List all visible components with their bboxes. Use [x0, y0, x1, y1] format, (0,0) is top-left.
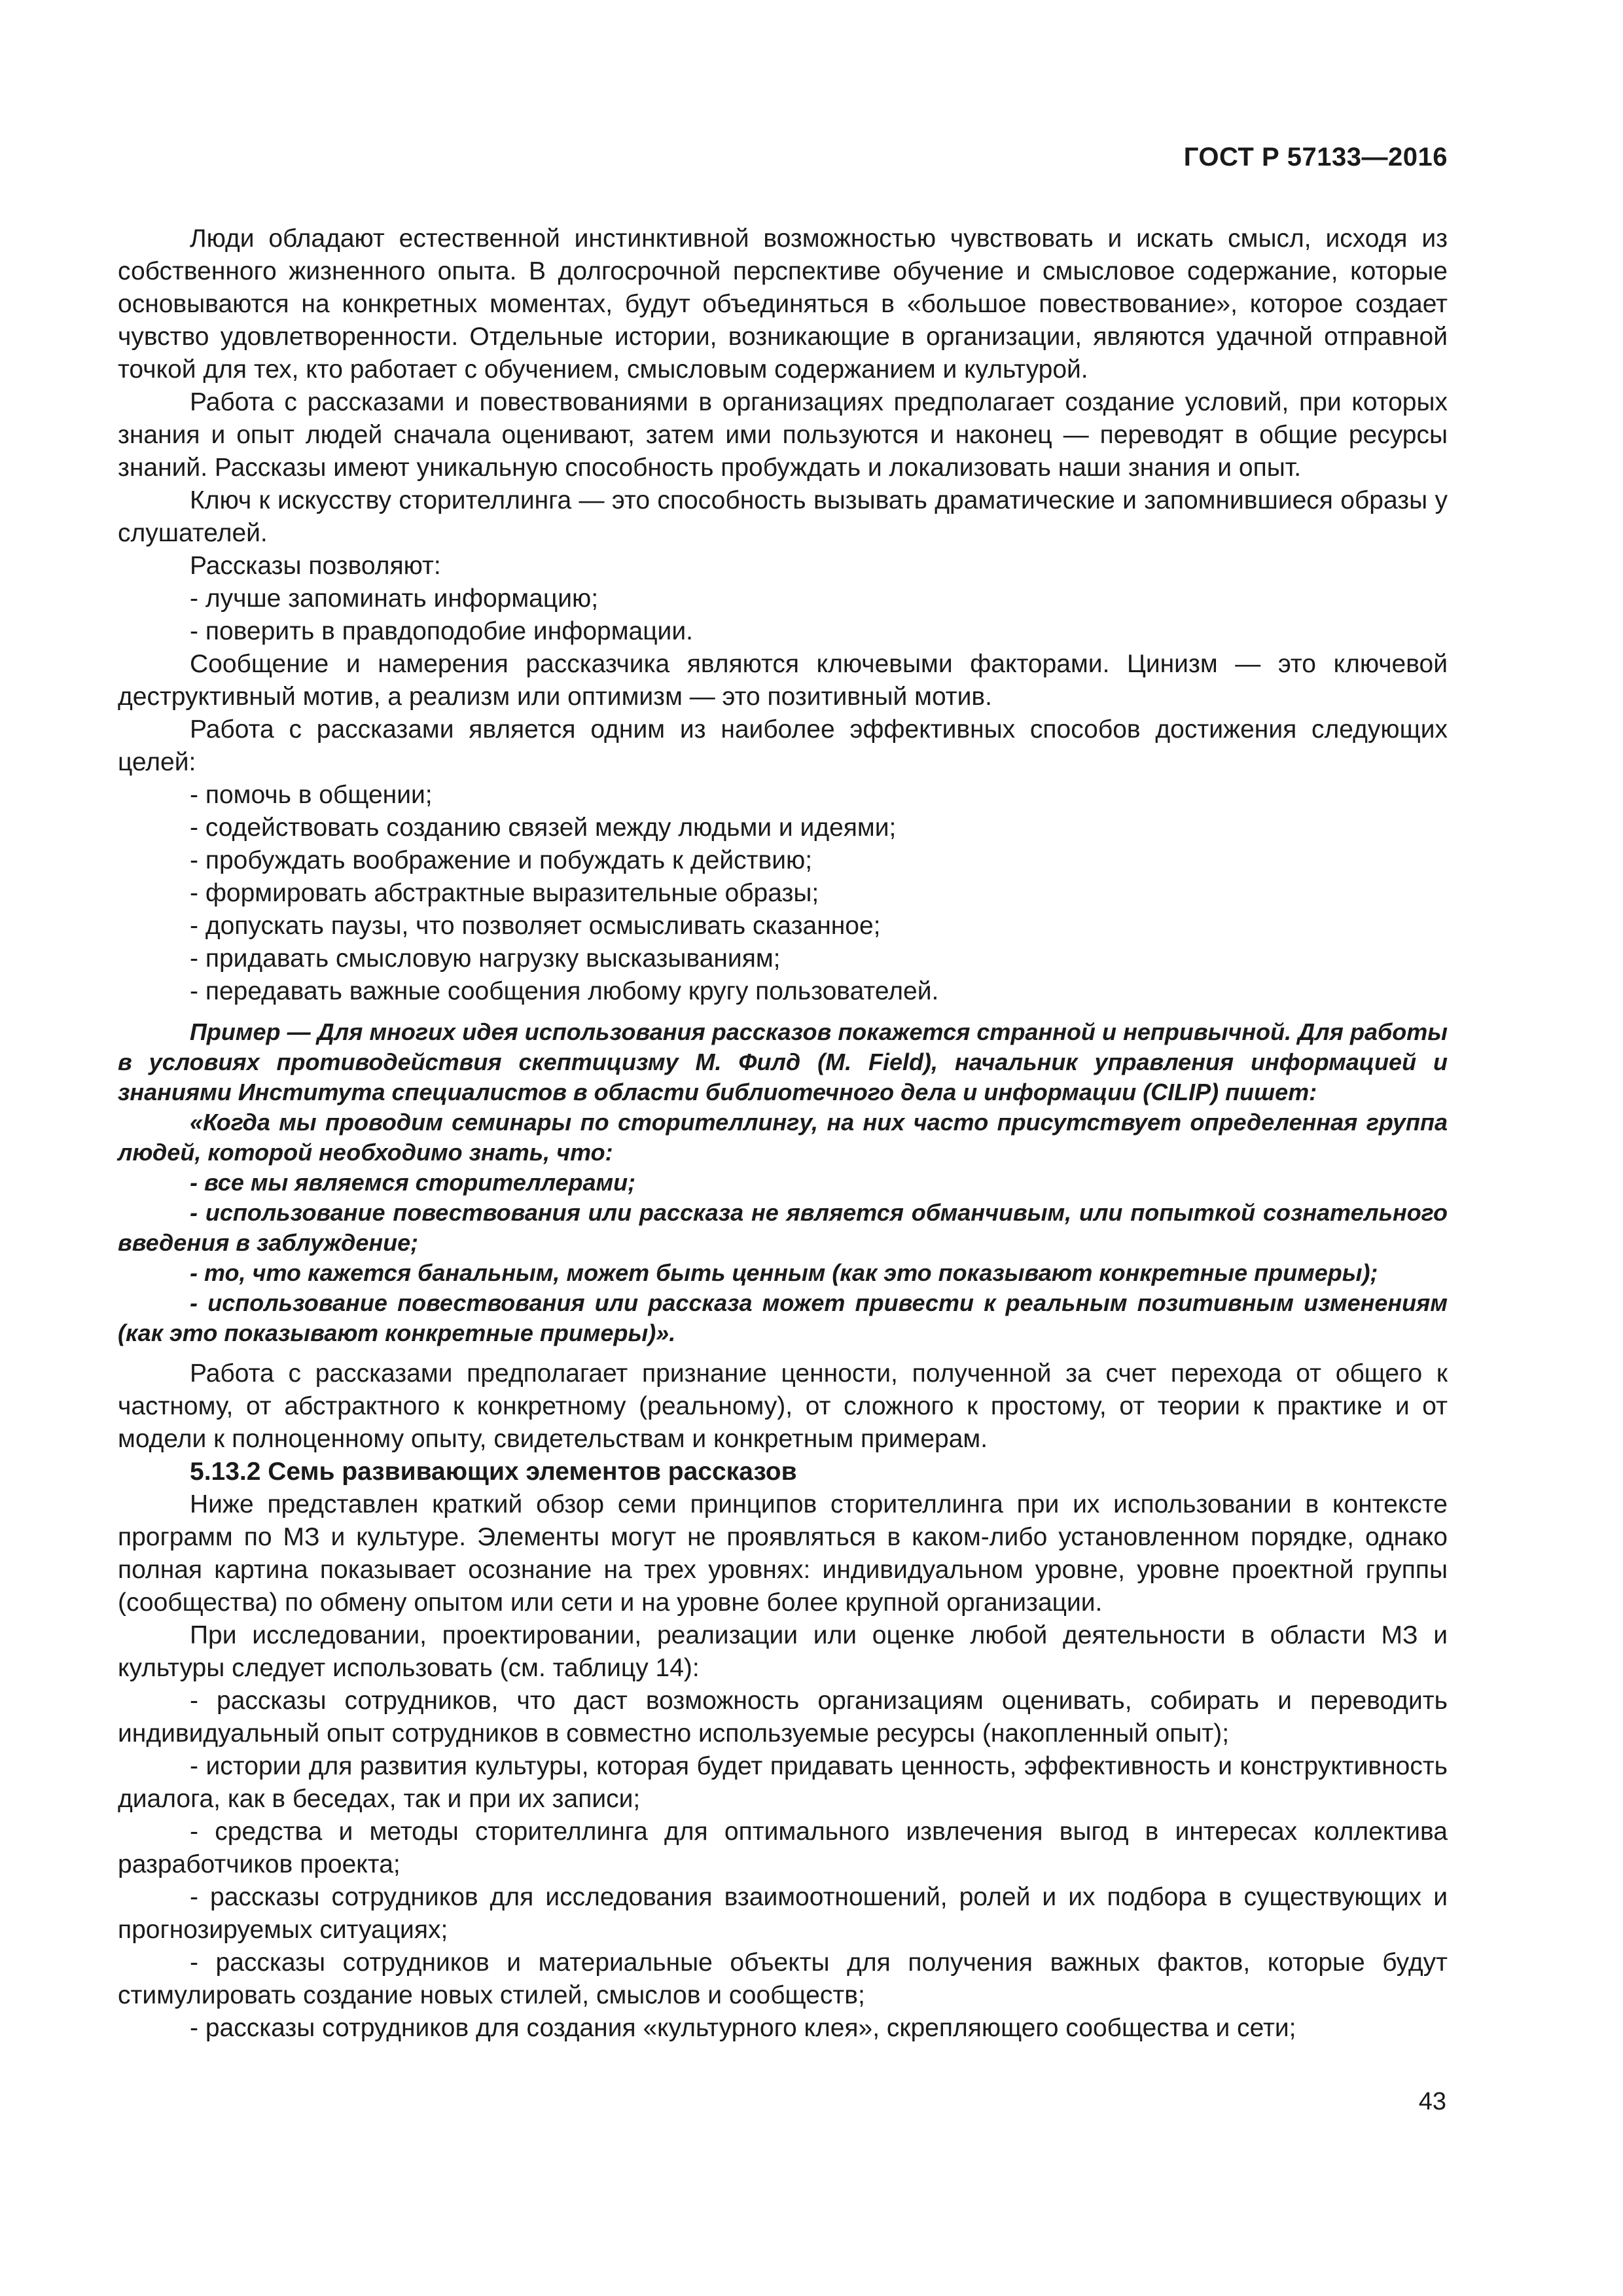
paragraph-9: При исследовании, проектировании, реализации или оценке любой деятельности в области МЗ и культуры следует использовать (см. таблицу 14): — [118, 1621, 1448, 1682]
paragraph-2: Работа с рассказами и повествованиями в организациях предполагает создание условий, при которых знания и опыт людей сначала оценивают, затем ими пользуются и наконец — переводят в общие ресурсы знаний. Рассказы имеют уникальную способность пробуждать и локализовать наши знания и опыт. — [118, 388, 1448, 482]
list-item: - поверить в правдоподобие информации. — [190, 617, 693, 645]
paragraph-3: Ключ к искусству сторителлинга — это способность вызывать драматические и запомнившиеся образы у слушателей. — [118, 486, 1448, 547]
list-item: - пробуждать воображение и побуждать к действию; — [190, 846, 813, 874]
paragraph-5: Сообщение и намерения рассказчика являются ключевыми факторами. Цинизм — это ключевой деструктивный мотив, а реализм или оптимизм — это позитивный мотив. — [118, 650, 1448, 711]
paragraph-7: Работа с рассказами предполагает признание ценности, полученной за счет перехода от общего к частному, от абстрактного к конкретному (реальному), от сложного к простому, от теории к практике и от модели к полноценному опыту, свидетельствам и конкретным примерам. — [118, 1359, 1448, 1453]
list-item: - истории для развития культуры, которая будет придавать ценность, эффективность и конструктивность диалога, как в беседах, так и при их записи; — [118, 1752, 1448, 1813]
list-item: - формировать абстрактные выразительные образы; — [190, 879, 819, 907]
list-item: - рассказы сотрудников и материальные объекты для получения важных фактов, которые будут стимулировать создание новых стилей, смыслов и сообществ; — [118, 1948, 1448, 2009]
list-item: - содействовать созданию связей между людьми и идеями; — [190, 814, 897, 842]
section-heading: 5.13.2 Семь развивающих элементов рассказов — [190, 1458, 797, 1486]
paragraph-4: Рассказы позволяют: — [190, 552, 441, 580]
example-block — [118, 1017, 1448, 1348]
document-body — [118, 223, 1448, 2045]
page-number: 43 — [1418, 2088, 1446, 2115]
list-item: - придавать смысловую нагрузку высказываниям; — [190, 944, 781, 973]
example-item: - использование повествования или рассказа не является обманчивым, или попыткой сознательного введения в заблуждение; — [118, 1199, 1448, 1256]
list-item: - допускать паузы, что позволяет осмысливать сказанное; — [190, 912, 881, 940]
example-intro: Пример — Для многих идея использования рассказов покажется странной и непривычной. Для работы в условиях противодействия скептицизму М. Филд (M. Field), начальник управления информацией и знаниями Института специалистов в области библиотечного дела и информации (CILIP) пишет: — [118, 1018, 1448, 1105]
paragraph-6: Работа с рассказами является одним из наиболее эффективных способов достижения следующих целей: — [118, 715, 1448, 776]
document-header: ГОСТ Р 57133—2016 — [1183, 143, 1448, 171]
example-item: - все мы являемся сторителлерами; — [190, 1169, 636, 1196]
paragraph-1: Люди обладают естественной инстинктивной возможностью чувствовать и искать смысл, исходя из собственного жизненного опыта. В долгосрочной перспективе обучение и смысловое содержание, которые основываются на конкретных моментах, будут объединяться в «большое повествование», которое создает чувство удовлетворенности. Отдельные истории, возникающие в организации, являются удачной отправной точкой для тех, кто работает с обучением, смысловым содержанием и культурой. — [118, 224, 1448, 384]
example-item: - то, что кажется банальным, может быть ценным (как это показывают конкретные примеры); — [190, 1259, 1378, 1286]
list-item: - рассказы сотрудников, что даст возможность организациям оценивать, собирать и переводить индивидуальный опыт сотрудников в совместно используемые ресурсы (накопленный опыт); — [118, 1687, 1448, 1748]
example-quote: «Когда мы проводим семинары по сторителлингу, на них часто присутствует определенная группа людей, которой необходимо знать, что: — [118, 1109, 1448, 1166]
list-item: - передавать важные сообщения любому кругу пользователей. — [190, 977, 939, 1005]
list-item: - рассказы сотрудников для создания «культурного клея», скрепляющего сообщества и сети; — [190, 2014, 1296, 2042]
list-item: - помочь в общении; — [190, 781, 433, 809]
paragraph-8: Ниже представлен краткий обзор семи принципов сторителлинга при их использовании в контексте программ по МЗ и культуре. Элементы могут не проявляться в каком-либо установленном порядке, однако полная картина показывает осознание на трех уровнях: индивидуальном уровне, уровне проектной группы (сообщества) по обмену опытом или сети и на уровне более крупной организации. — [118, 1490, 1448, 1617]
list-item: - рассказы сотрудников для исследования взаимоотношений, ролей и их подбора в существующих и прогнозируемых ситуациях; — [118, 1883, 1448, 1944]
list-item: - средства и методы сторителлинга для оптимального извлечения выгод в интересах коллектива разработчиков проекта; — [118, 1818, 1448, 1878]
example-item: - использование повествования или рассказа может привести к реальным позитивным изменениям (как это показывают конкретные примеры)». — [118, 1289, 1448, 1346]
list-item: - лучше запоминать информацию; — [190, 584, 599, 613]
